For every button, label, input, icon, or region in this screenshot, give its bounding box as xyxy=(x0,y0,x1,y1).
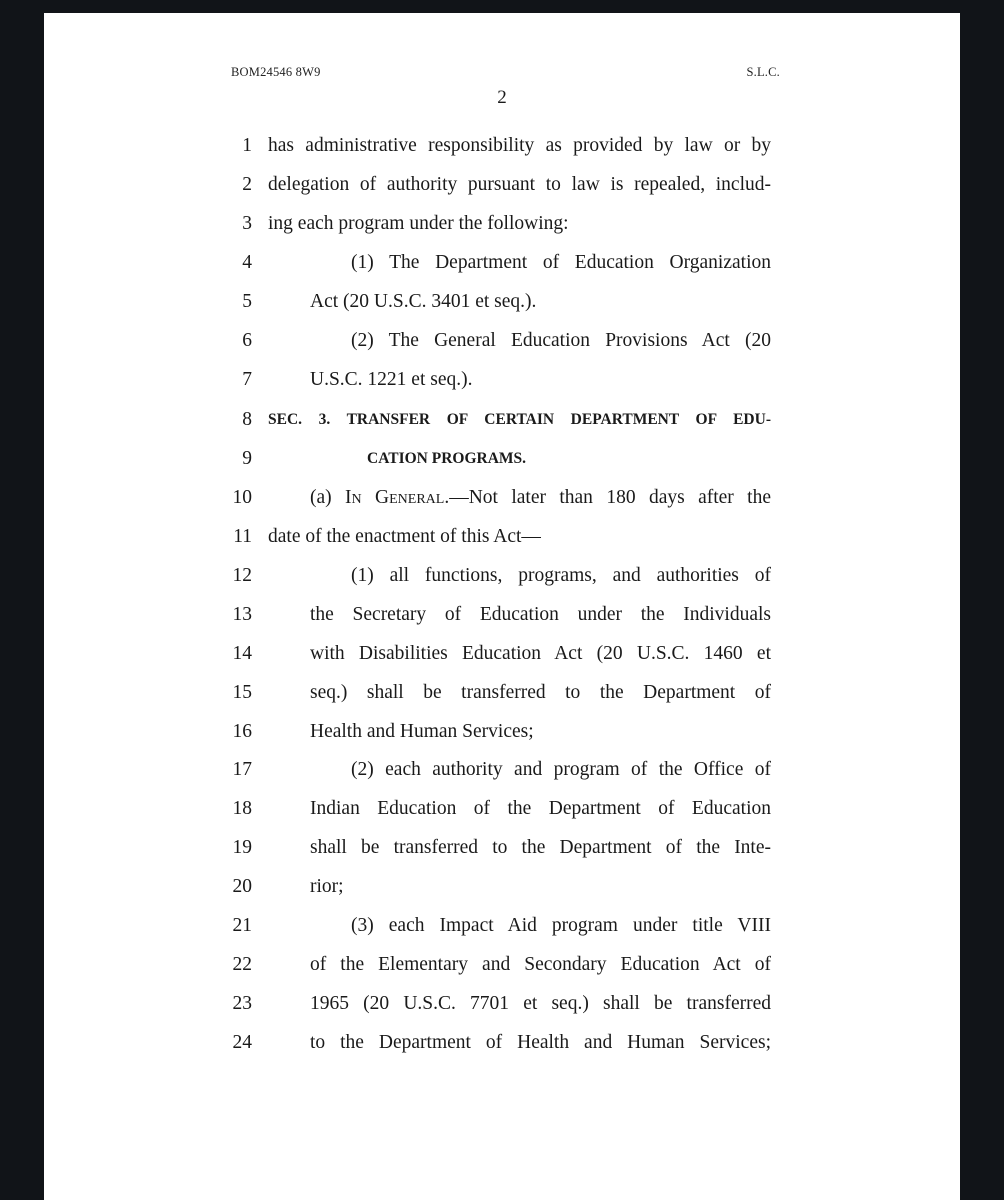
text-line xyxy=(44,634,960,673)
text-line xyxy=(44,282,960,321)
line-text: (1) The Department of Education Organization xyxy=(351,252,771,273)
line-text: Health and Human Services; xyxy=(310,721,534,742)
subsection-label: (a) xyxy=(310,487,346,508)
line-text: shall be transferred to the Department of the Inte- xyxy=(310,837,771,858)
line-number: 14 xyxy=(232,643,252,664)
text-line xyxy=(44,673,960,712)
line-text: Act (20 U.S.C. 3401 et seq.). xyxy=(310,291,537,312)
line-number: 7 xyxy=(242,369,252,390)
text-line xyxy=(44,1023,960,1062)
line-text: (1) all functions, programs, and authorities of xyxy=(351,565,771,586)
section-heading: CATION PROGRAMS. xyxy=(367,450,527,467)
line-text: Indian Education of the Department of Education xyxy=(310,798,771,819)
line-text: (2) each authority and program of the Office of xyxy=(351,759,771,780)
line-text: has administrative responsibility as provided by law or by xyxy=(268,135,771,156)
line-number: 15 xyxy=(232,682,252,703)
line-number: 20 xyxy=(232,876,252,897)
text-line xyxy=(44,984,960,1023)
line-text: ing each program under the following: xyxy=(268,213,569,234)
line-number: 11 xyxy=(233,526,252,547)
text-line xyxy=(44,789,960,828)
text-line xyxy=(44,517,960,556)
line-number: 13 xyxy=(232,604,252,625)
line-text xyxy=(310,478,771,517)
line-number: 4 xyxy=(242,252,252,273)
section-heading: SEC. 3. TRANSFER OF CERTAIN DEPARTMENT OF EDU- xyxy=(268,411,771,428)
line-text: U.S.C. 1221 et seq.). xyxy=(310,369,473,390)
text-line xyxy=(44,478,960,517)
text-line xyxy=(44,595,960,634)
page-number: 2 xyxy=(497,87,507,108)
line-number: 1 xyxy=(242,135,252,156)
line-number: 12 xyxy=(232,565,252,586)
line-number: 3 xyxy=(242,213,252,234)
text-line xyxy=(44,828,960,867)
line-text: (2) The General Education Provisions Act (20 xyxy=(351,330,771,351)
line-text: (3) each Impact Aid program under title VIII xyxy=(351,915,771,936)
line-text: date of the enactment of this Act— xyxy=(268,526,541,547)
line-number: 6 xyxy=(242,330,252,351)
line-number: 18 xyxy=(232,798,252,819)
office-code: S.L.C. xyxy=(746,65,780,79)
line-number: 9 xyxy=(242,448,252,469)
line-number: 17 xyxy=(232,759,252,780)
line-number: 10 xyxy=(232,487,252,508)
line-text: the Secretary of Education under the Individuals xyxy=(310,604,771,625)
line-text: with Disabilities Education Act (20 U.S.C. 1460 et xyxy=(310,643,771,664)
line-text: of the Elementary and Secondary Education Act of xyxy=(310,954,771,975)
text-line xyxy=(44,321,960,360)
line-number: 24 xyxy=(232,1032,252,1053)
line-text-rest: —Not later than 180 days after the xyxy=(449,487,771,508)
text-line xyxy=(44,556,960,595)
line-number: 23 xyxy=(232,993,252,1014)
document-page xyxy=(44,13,960,1200)
line-number: 8 xyxy=(242,409,252,430)
text-line xyxy=(44,750,960,789)
section-heading-line xyxy=(44,400,960,439)
text-line xyxy=(44,712,960,751)
text-line xyxy=(44,165,960,204)
line-text: seq.) shall be transferred to the Department of xyxy=(310,682,771,703)
text-line xyxy=(44,867,960,906)
subsection-heading: In General. xyxy=(345,487,450,508)
line-text: to the Department of Health and Human Services; xyxy=(310,1032,771,1053)
line-number: 22 xyxy=(232,954,252,975)
text-line xyxy=(44,126,960,165)
line-number: 5 xyxy=(242,291,252,312)
line-number: 21 xyxy=(232,915,252,936)
line-text: delegation of authority pursuant to law is repealed, includ- xyxy=(268,174,771,195)
text-line xyxy=(44,945,960,984)
line-number: 16 xyxy=(232,721,252,742)
text-line xyxy=(44,243,960,282)
text-line xyxy=(44,906,960,945)
line-text: rior; xyxy=(310,876,344,897)
line-number: 2 xyxy=(242,174,252,195)
line-number: 19 xyxy=(232,837,252,858)
text-line xyxy=(44,204,960,243)
document-id: BOM24546 8W9 xyxy=(231,65,321,79)
section-heading-line xyxy=(44,439,960,478)
text-line xyxy=(44,360,960,399)
line-text: 1965 (20 U.S.C. 7701 et seq.) shall be transferred xyxy=(310,993,771,1014)
